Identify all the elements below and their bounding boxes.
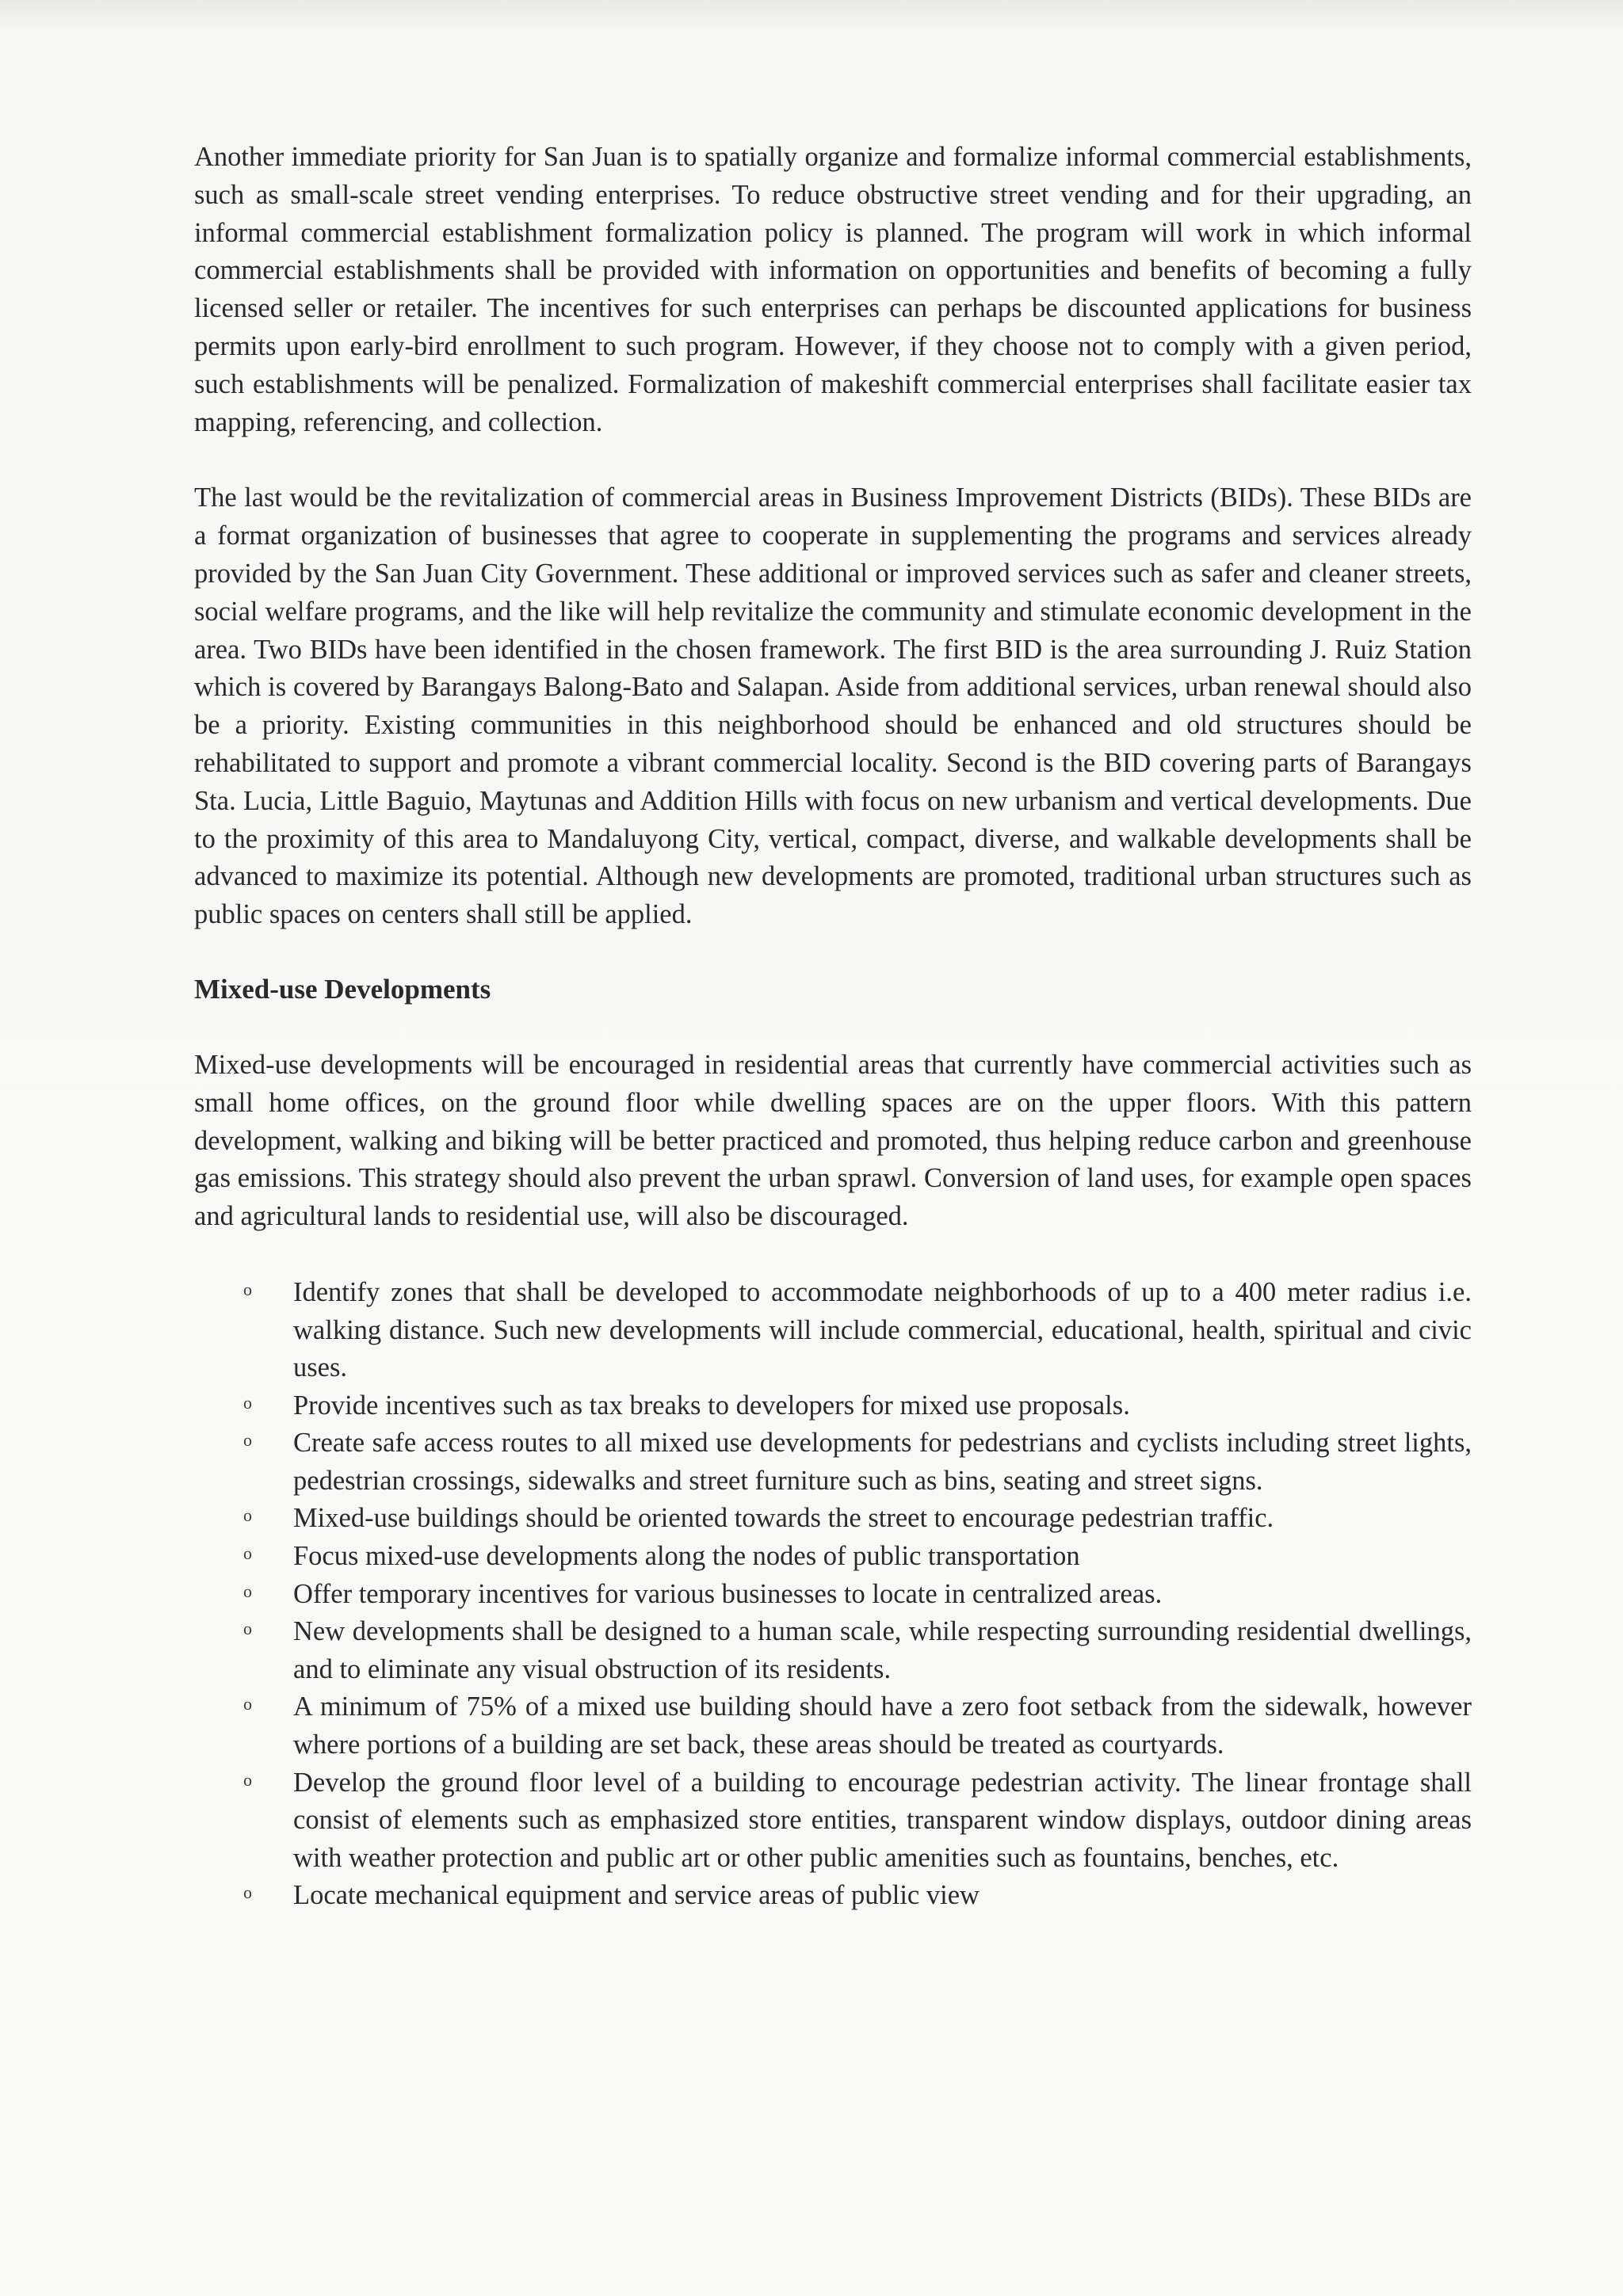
bullet-circle-icon: o bbox=[243, 1769, 252, 1790]
list-item bbox=[194, 1688, 1472, 1764]
page-content bbox=[194, 139, 1472, 1915]
list-item bbox=[194, 1387, 1472, 1425]
list-item-text: A minimum of 75% of a mixed use building should have a zero foot setback from the sidewalk, however where portions of a building are set back, these areas should be treated as courtyards. bbox=[293, 1691, 1472, 1760]
list-item-text: Create safe access routes to all mixed use developments for pedestrians and cyclists including street lights, pedestrian crossings, sidewalks and street furniture such as bins, seating and street signs. bbox=[293, 1428, 1472, 1496]
bullet-circle-icon: o bbox=[243, 1505, 252, 1526]
list-item-text: Focus mixed-use developments along the nodes of public transportation bbox=[293, 1541, 1080, 1572]
list-item-text: Offer temporary incentives for various businesses to locate in centralized areas. bbox=[293, 1578, 1163, 1609]
list-item-text: Identify zones that shall be developed to accommodate neighborhoods of up to a 400 meter radius i.e. walking distance. Such new developments will include commercial, educational, health, spiritual and civic uses. bbox=[293, 1276, 1472, 1383]
list-item-text: Develop the ground floor level of a building to encourage pedestrian activity. The linear frontage shall consist of elements such as emphasized store entities, transparent window displays, outdoor dining areas with weather protection and public art or other public amenities such as fountains, benches, etc. bbox=[293, 1767, 1472, 1873]
bullet-circle-icon: o bbox=[243, 1279, 252, 1299]
paragraph-informal-commercial: Another immediate priority for San Juan is to spatially organize and formalize informal commercial establishments, such as small-scale street vending enterprises. To reduce obstructive street vending and for their upgrading, an informal commercial establishment formalization policy is planned. The program will work in which informal commercial establishments shall be provided with information on opportunities and benefits of becoming a fully licensed seller or retailer. The incentives for such enterprises can perhaps be discounted applications for business permits upon early-bird enrollment to such program. However, if they choose not to comply with a given period, such establishments will be penalized. Formalization of makeshift commercial enterprises shall facilitate easier tax mapping, referencing, and collection. bbox=[194, 142, 1472, 437]
paragraph-mixed-use: Mixed-use developments will be encouraged in residential areas that currently have commercial activities such as small home offices, on the ground floor while dwelling spaces are on the upper floors. With this pattern development, walking and biking will be better practiced and promoted, thus helping reduce carbon and greenhouse gas emissions. This strategy should also prevent the urban sprawl. Conversion of land uses, for example open spaces and agricultural lands to residential use, will also be discouraged. bbox=[194, 1049, 1472, 1232]
list-item bbox=[194, 1613, 1472, 1688]
bullet-circle-icon: o bbox=[243, 1882, 252, 1903]
list-item bbox=[194, 1764, 1472, 1878]
list-item bbox=[194, 1425, 1472, 1500]
bullet-circle-icon: o bbox=[243, 1581, 252, 1601]
bullet-circle-icon: o bbox=[243, 1694, 252, 1714]
list-item bbox=[194, 1576, 1472, 1614]
bullet-list bbox=[194, 1274, 1472, 1915]
bullet-circle-icon: o bbox=[243, 1392, 252, 1413]
bullet-circle-icon: o bbox=[243, 1430, 252, 1451]
section-heading-mixed-use: Mixed-use Developments bbox=[194, 973, 491, 1005]
list-item-text: Locate mechanical equipment and service areas of public view bbox=[293, 1880, 980, 1911]
list-item bbox=[194, 1538, 1472, 1576]
list-item bbox=[194, 1274, 1472, 1387]
list-item-text: Mixed-use buildings should be oriented towards the street to encourage pedestrian traffic. bbox=[293, 1503, 1274, 1534]
list-item-text: Provide incentives such as tax breaks to developers for mixed use proposals. bbox=[293, 1390, 1130, 1421]
list-item-text: New developments shall be designed to a human scale, while respecting surrounding residential dwellings, and to eliminate any visual obstruction of its residents. bbox=[293, 1616, 1472, 1684]
list-item bbox=[194, 1877, 1472, 1915]
bullet-circle-icon: o bbox=[243, 1619, 252, 1639]
list-item bbox=[194, 1500, 1472, 1538]
bullet-circle-icon: o bbox=[243, 1543, 252, 1564]
paragraph-business-improvement-districts: The last would be the revitalization of commercial areas in Business Improvement Districts (BIDs). These BIDs are a format organization of businesses that agree to cooperate in supplementing the programs and services already provided by the San Juan City Government. These additional or improved services such as safer and cleaner streets, social welfare programs, and the like will help revitalize the community and stimulate economic development in the area. Two BIDs have been identified in the chosen framework. The first BID is the area surrounding J. Ruiz Station which is covered by Barangays Balong-Bato and Salapan. Aside from additional services, urban renewal should also be a priority. Existing communities in this neighborhood should be enhanced and old structures should be rehabilitated to support and promote a vibrant commercial locality. Second is the BID covering parts of Barangays Sta. Lucia, Little Baguio, Maytunas and Addition Hills with focus on new urbanism and vertical developments. Due to the proximity of this area to Mandaluyong City, vertical, compact, diverse, and walkable developments shall be advanced to maximize its potential. Although new developments are promoted, traditional urban structures such as public spaces on centers shall still be applied. bbox=[194, 482, 1472, 930]
